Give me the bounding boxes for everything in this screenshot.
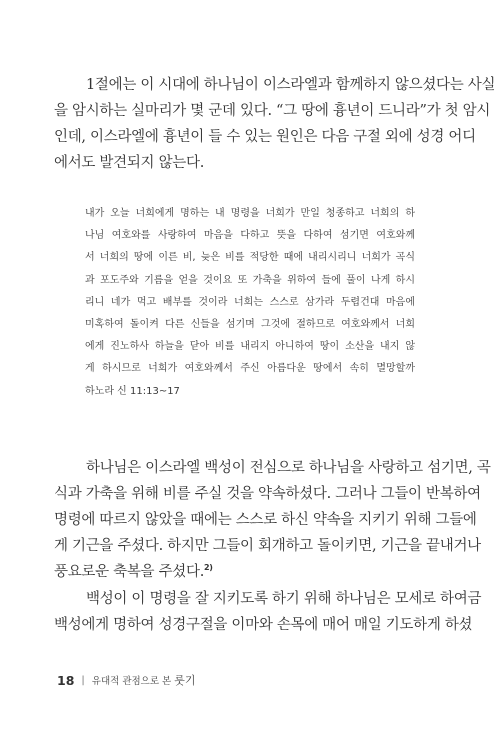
scripture-quote	[85, 203, 415, 403]
quote-line: 리니 네가 먹고 배부를 것이라 너희는 스스로 삼가라 두렵건대 마음에	[85, 296, 415, 308]
quote-line: 미혹하여 돌이켜 다른 신들을 섬기며 그것에 절하므로 여호와께서 너희	[85, 319, 415, 331]
paragraph-1	[54, 72, 496, 176]
page-footer	[57, 672, 196, 688]
footer-separator: |	[81, 674, 85, 686]
book-title	[92, 672, 196, 688]
text-line: 에서도 발견되지 않는다.	[54, 155, 204, 171]
text-line: 하나님은 이스라엘 백성이 전심으로 하나님을 사랑하고 섬기면, 곡	[86, 460, 491, 476]
text-line: 백성에게 명하여 성경구절을 이마와 손목에 매어 매일 기도하게 하셨	[54, 617, 473, 633]
quote-reference: 하노라 신 11:13~17	[85, 385, 180, 397]
quote-line: 나님 여호와를 사랑하여 마음을 다하고 뜻을 다하여 섬기면 여호와께	[85, 230, 415, 242]
text-line: 식과 가축을 위해 비를 주실 것을 약속하셨다. 그러나 그들이 반복하여	[54, 486, 481, 502]
footnote-marker[interactable]: 2)	[204, 563, 213, 573]
paragraph-3	[54, 586, 482, 638]
text-line-content: 풍요로운 축복을 주셨다.	[54, 564, 204, 580]
text-line: 인데, 이스라엘에 흉년이 들 수 있는 원인은 다음 구절 외에 성경 어디	[54, 129, 476, 145]
text-line: 을 암시하는 실마리가 몇 군데 있다. “그 땅에 흉년이 드니라”가 첫 암시	[54, 103, 491, 119]
quote-line: 내가 오늘 너희에게 명하는 내 명령을 너희가 만일 청종하고 너희의 하	[85, 208, 415, 219]
text-line: 명령에 따르지 않았을 때에는 스스로 하신 약속을 지키기 위해 그들에	[54, 512, 477, 528]
text-line: 1절에는 이 시대에 하나님이 이스라엘과 함께하지 않으셨다는 사실	[86, 77, 496, 93]
text-line: 게 기근을 주셨다. 하지만 그들이 회개하고 돌이키면, 기근을 끝내거나	[54, 538, 481, 554]
quote-line: 서 너희의 땅에 이른 비, 늦은 비를 적당한 때에 내리시리니 너희가 곡식	[85, 252, 415, 264]
text-line: 백성이 이 명령을 잘 지키도록 하기 위해 하나님은 모세로 하여금	[86, 591, 482, 607]
paragraph-2	[54, 455, 491, 585]
text-line	[54, 559, 446, 585]
page-number: 18	[57, 672, 75, 688]
book-title-big: 룻기	[174, 674, 196, 687]
book-title-small: 유대적 관점으로 본	[91, 676, 172, 687]
quote-line: 게 하시므로 너희가 여호와께서 주신 아름다운 땅에서 속히 멸망할까	[85, 363, 415, 375]
quote-line: 에게 진노하사 하늘을 닫아 비를 내리지 아니하여 땅이 소산을 내지 않	[85, 341, 415, 353]
quote-line: 과 포도주와 기름을 얻을 것이요 또 가축을 위하여 들에 풀이 나게 하시	[85, 274, 415, 286]
